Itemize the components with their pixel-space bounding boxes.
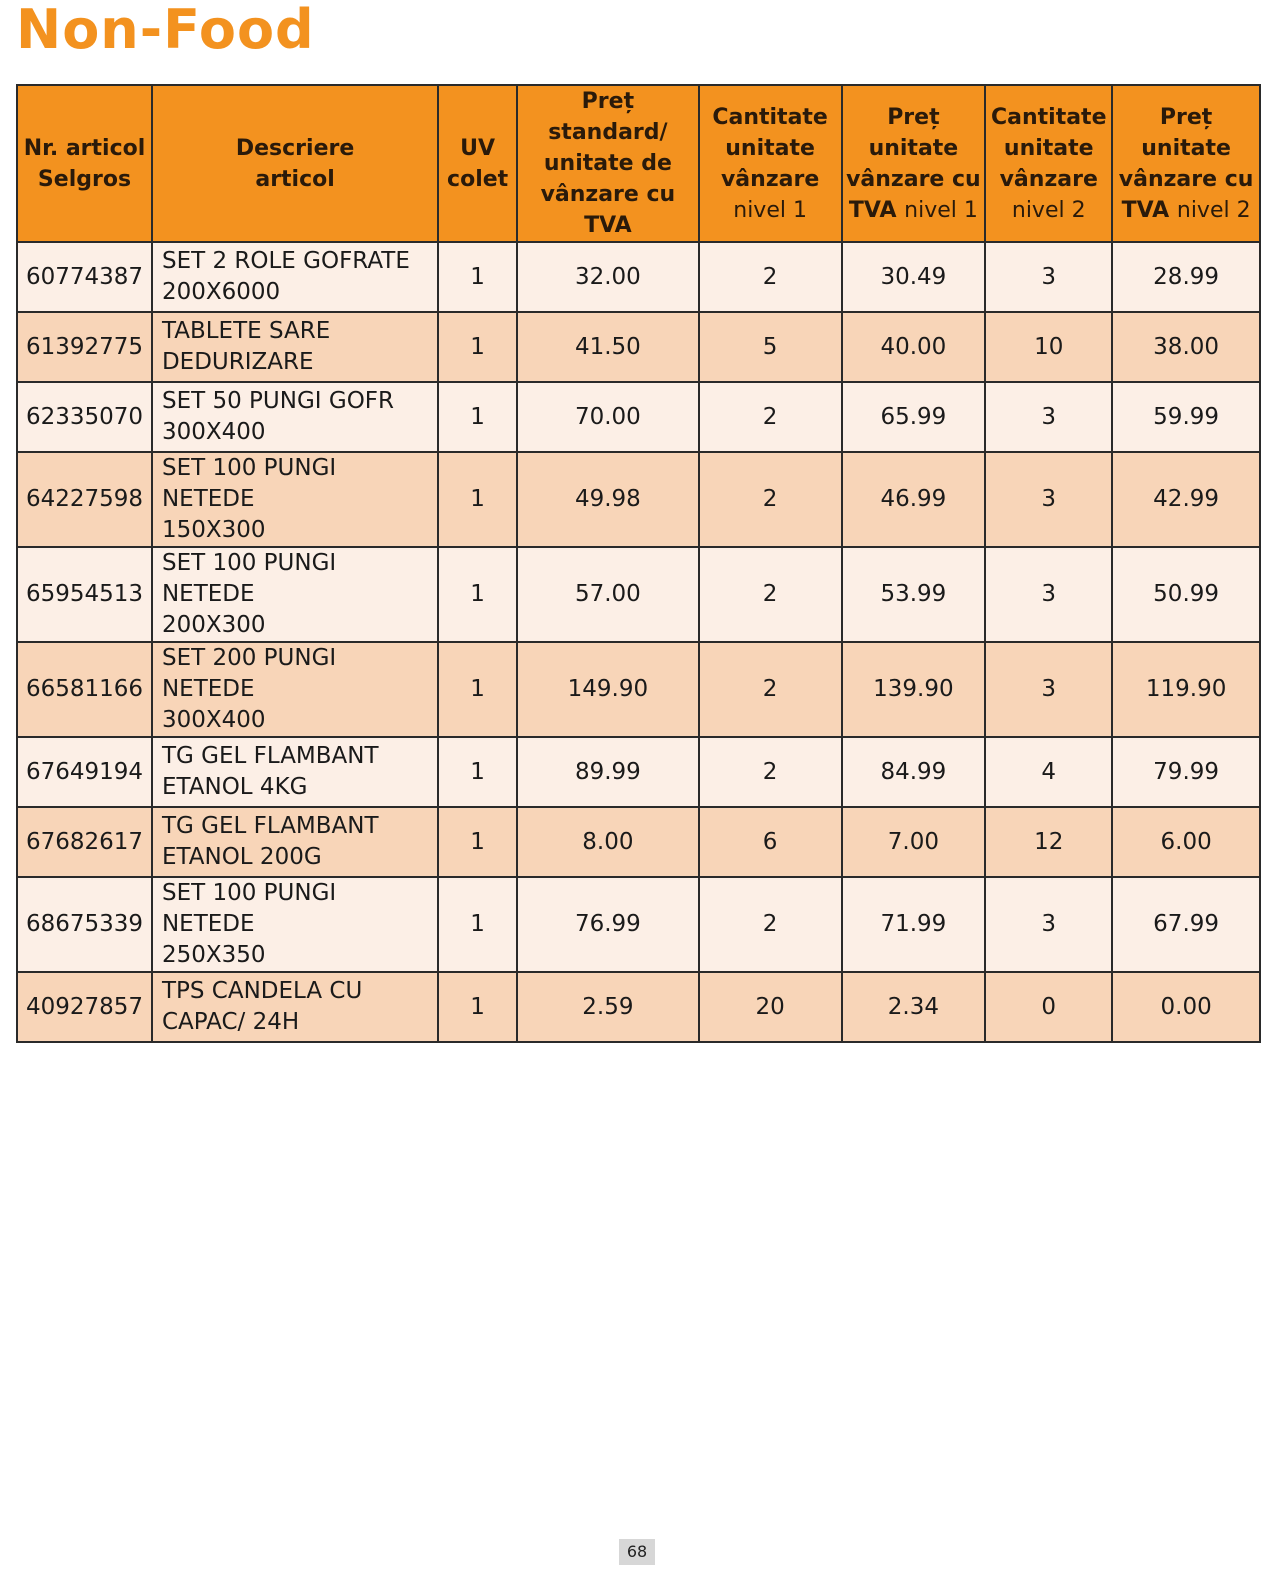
cell-article-no: 64227598 [17, 452, 152, 547]
cell-uv: 1 [438, 242, 517, 312]
cell-price-level1: 71.99 [842, 877, 986, 972]
cell-qty-level2: 3 [985, 877, 1112, 972]
header-qty-level2: Cantitate unitate vânzare nivel 2 [985, 85, 1112, 242]
cell-article-no: 61392775 [17, 312, 152, 382]
cell-article-no: 66581166 [17, 642, 152, 737]
cell-qty-level2: 12 [985, 807, 1112, 877]
cell-std-price: 70.00 [517, 382, 699, 452]
cell-description: TPS CANDELA CU CAPAC/ 24H [152, 972, 438, 1042]
cell-price-level1: 139.90 [842, 642, 986, 737]
table-row [17, 972, 1260, 1042]
page-number: 68 [619, 1539, 655, 1565]
table-row [17, 242, 1260, 312]
cell-qty-level1: 5 [699, 312, 842, 382]
table-row [17, 877, 1260, 972]
cell-price-level1: 46.99 [842, 452, 986, 547]
cell-article-no: 60774387 [17, 242, 152, 312]
cell-std-price: 49.98 [517, 452, 699, 547]
header-qty-level1: Cantitate unitate vânzare nivel 1 [699, 85, 842, 242]
cell-price-level1: 2.34 [842, 972, 986, 1042]
cell-price-level1: 53.99 [842, 547, 986, 642]
cell-uv: 1 [438, 382, 517, 452]
cell-description: SET 50 PUNGI GOFR 300X400 [152, 382, 438, 452]
cell-description: SET 100 PUNGI NETEDE 150X300 [152, 452, 438, 547]
table-row [17, 312, 1260, 382]
cell-uv: 1 [438, 807, 517, 877]
cell-uv: 1 [438, 547, 517, 642]
cell-price-level2: 79.99 [1112, 737, 1260, 807]
cell-description: SET 100 PUNGI NETEDE 250X350 [152, 877, 438, 972]
cell-price-level2: 59.99 [1112, 382, 1260, 452]
cell-price-level1: 30.49 [842, 242, 986, 312]
cell-qty-level1: 2 [699, 877, 842, 972]
cell-std-price: 41.50 [517, 312, 699, 382]
cell-qty-level1: 2 [699, 547, 842, 642]
cell-qty-level2: 0 [985, 972, 1112, 1042]
table-row [17, 737, 1260, 807]
cell-article-no: 40927857 [17, 972, 152, 1042]
cell-std-price: 32.00 [517, 242, 699, 312]
cell-article-no: 67649194 [17, 737, 152, 807]
cell-price-level1: 7.00 [842, 807, 986, 877]
header-price-level2: Preț unitate vânzare cu TVA nivel 2 [1112, 85, 1260, 242]
page-title: Non-Food [16, 0, 315, 61]
cell-description: TG GEL FLAMBANT ETANOL 200G [152, 807, 438, 877]
header-article-no: Nr. articol Selgros [17, 85, 152, 242]
cell-price-level2: 6.00 [1112, 807, 1260, 877]
cell-description: TABLETE SARE DEDURIZARE [152, 312, 438, 382]
cell-qty-level2: 3 [985, 382, 1112, 452]
table-body [17, 242, 1260, 1042]
cell-std-price: 2.59 [517, 972, 699, 1042]
cell-qty-level2: 3 [985, 452, 1112, 547]
cell-description: SET 2 ROLE GOFRATE 200X6000 [152, 242, 438, 312]
cell-uv: 1 [438, 972, 517, 1042]
header-std-price: Preț standard/ unitate de vânzare cu TVA [517, 85, 699, 242]
cell-uv: 1 [438, 737, 517, 807]
cell-price-level1: 40.00 [842, 312, 986, 382]
cell-std-price: 89.99 [517, 737, 699, 807]
cell-uv: 1 [438, 312, 517, 382]
header-price-level1: Preț unitate vânzare cu TVA nivel 1 [842, 85, 986, 242]
cell-price-level2: 28.99 [1112, 242, 1260, 312]
cell-price-level2: 0.00 [1112, 972, 1260, 1042]
table-header [17, 85, 1260, 242]
cell-uv: 1 [438, 642, 517, 737]
cell-qty-level1: 2 [699, 642, 842, 737]
table-row [17, 382, 1260, 452]
cell-std-price: 8.00 [517, 807, 699, 877]
cell-qty-level2: 3 [985, 547, 1112, 642]
header-uv: UV colet [438, 85, 517, 242]
cell-description: TG GEL FLAMBANT ETANOL 4KG [152, 737, 438, 807]
cell-price-level2: 67.99 [1112, 877, 1260, 972]
cell-price-level2: 119.90 [1112, 642, 1260, 737]
cell-std-price: 76.99 [517, 877, 699, 972]
cell-std-price: 57.00 [517, 547, 699, 642]
cell-qty-level2: 4 [985, 737, 1112, 807]
cell-qty-level2: 3 [985, 242, 1112, 312]
cell-article-no: 65954513 [17, 547, 152, 642]
cell-qty-level1: 2 [699, 737, 842, 807]
cell-price-level2: 42.99 [1112, 452, 1260, 547]
header-description: Descriere articol [152, 85, 438, 242]
cell-article-no: 62335070 [17, 382, 152, 452]
cell-price-level2: 38.00 [1112, 312, 1260, 382]
cell-description: SET 100 PUNGI NETEDE 200X300 [152, 547, 438, 642]
cell-qty-level1: 2 [699, 242, 842, 312]
cell-qty-level1: 20 [699, 972, 842, 1042]
cell-article-no: 68675339 [17, 877, 152, 972]
cell-description: SET 200 PUNGI NETEDE 300X400 [152, 642, 438, 737]
table-row [17, 807, 1260, 877]
cell-qty-level1: 6 [699, 807, 842, 877]
table-row [17, 452, 1260, 547]
cell-qty-level2: 3 [985, 642, 1112, 737]
cell-price-level1: 65.99 [842, 382, 986, 452]
table-row [17, 642, 1260, 737]
cell-std-price: 149.90 [517, 642, 699, 737]
cell-qty-level1: 2 [699, 382, 842, 452]
cell-qty-level1: 2 [699, 452, 842, 547]
price-table [16, 84, 1261, 1043]
cell-price-level1: 84.99 [842, 737, 986, 807]
cell-price-level2: 50.99 [1112, 547, 1260, 642]
table-row [17, 547, 1260, 642]
cell-uv: 1 [438, 877, 517, 972]
cell-qty-level2: 10 [985, 312, 1112, 382]
cell-uv: 1 [438, 452, 517, 547]
cell-article-no: 67682617 [17, 807, 152, 877]
